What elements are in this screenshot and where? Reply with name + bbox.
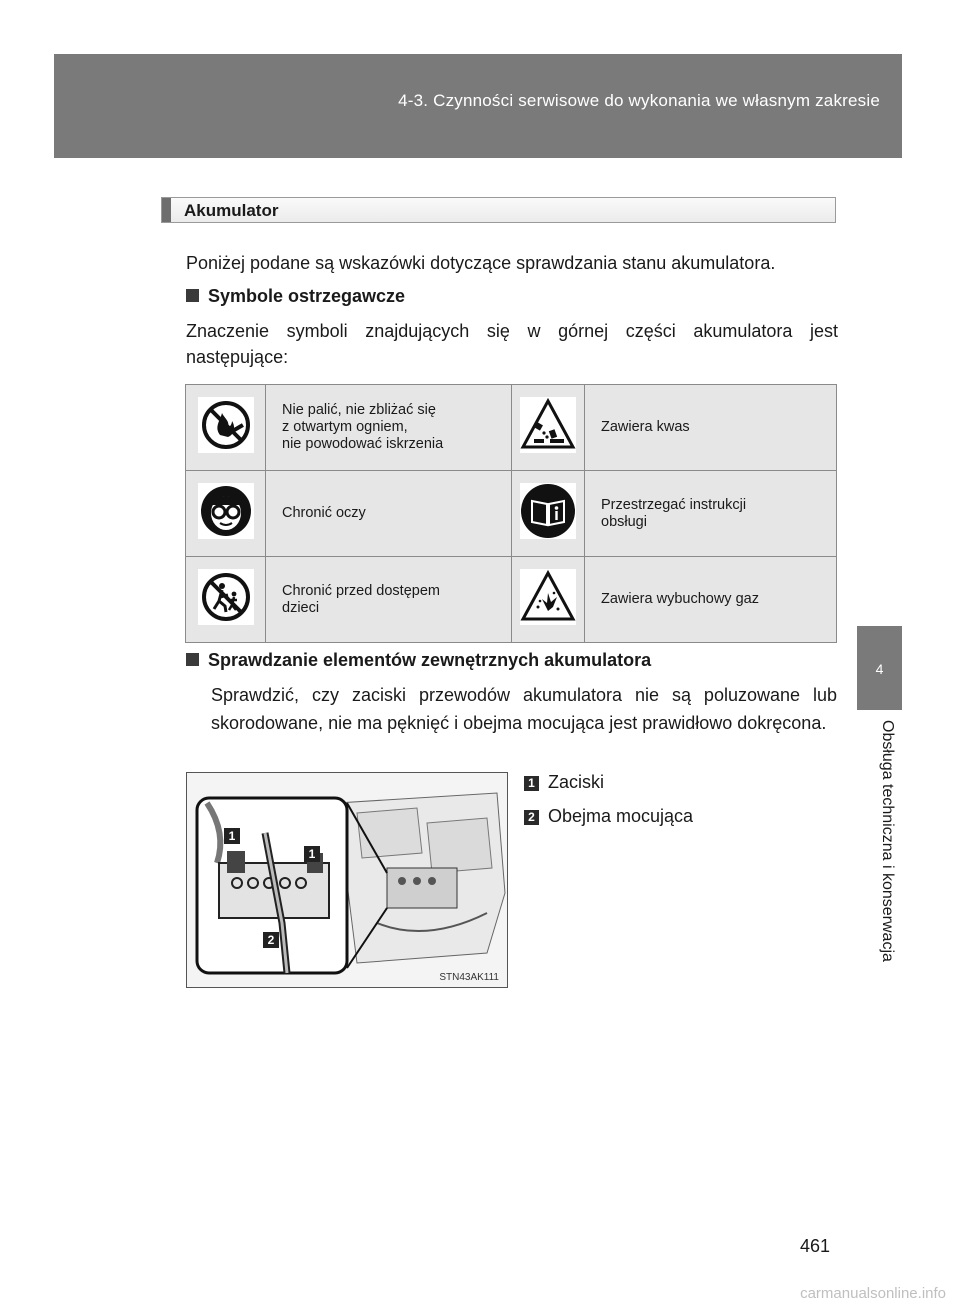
battery-figure — [186, 772, 508, 988]
symbol-label: Zawiera kwas — [585, 385, 837, 471]
warning-symbols-heading-text: Symbole ostrzegawcze — [208, 286, 406, 306]
callout-number: 2 — [267, 933, 275, 947]
callout-number: 1 — [308, 847, 316, 861]
header-section-title: 4-3. Czynności serwisowe do wykonania we własnym zakresie — [398, 91, 880, 110]
callout-number: 1 — [228, 829, 236, 843]
table-row — [186, 471, 837, 557]
legend-label: Zaciski — [548, 772, 605, 792]
battery-illustration — [187, 773, 507, 987]
intro-text: Poniżej podane są wskazówki dotyczące sprawdzania stanu akumulatora. — [186, 253, 776, 273]
warning-symbols-description: Znaczenie symboli znajdujących się w górnej części akumulatora jest następujące: — [186, 321, 838, 367]
watermark: carmanualsonline.info — [800, 1285, 946, 1302]
legend-number: 1 — [524, 776, 539, 791]
page-number: 461 — [800, 1236, 831, 1256]
symbol-label: Chronić przed dostępem dzieci — [266, 557, 512, 643]
bullet-square-icon — [186, 289, 199, 302]
symbol-label: Zawiera wybuchowy gaz — [585, 557, 837, 643]
symbol-cell — [512, 557, 585, 643]
manual-icon — [520, 483, 576, 539]
warning-symbols-table — [185, 384, 837, 643]
page-header — [54, 54, 902, 158]
symbol-label: Nie palić, nie zbliżać się z otwartym ogniem, nie powodować iskrzenia — [266, 385, 512, 471]
exterior-check-heading-text: Sprawdzanie elementów zewnętrznych akumulatora — [208, 650, 652, 670]
symbol-label: Chronić oczy — [266, 471, 512, 557]
figure-legend-item — [524, 772, 604, 793]
section-title-bar — [161, 197, 836, 223]
eye-protection-icon — [198, 483, 254, 539]
symbol-cell — [512, 471, 585, 557]
figure-code: STN43AK111 — [439, 972, 499, 983]
table-row — [186, 385, 837, 471]
symbol-label: Przestrzegać instrukcji obsługi — [585, 471, 837, 557]
exterior-check-heading — [186, 650, 651, 671]
bullet-square-icon — [186, 653, 199, 666]
section-bar-marker — [162, 198, 171, 222]
section-title: Akumulator — [184, 201, 279, 220]
symbol-cell — [186, 471, 266, 557]
no-fire-icon — [198, 397, 254, 453]
chapter-number: 4 — [875, 661, 884, 677]
symbol-cell — [512, 385, 585, 471]
symbol-cell — [186, 557, 266, 643]
symbol-cell — [186, 385, 266, 471]
chapter-label: Obsługa techniczna i konserwacja — [879, 720, 896, 962]
table-row — [186, 557, 837, 643]
chapter-tab — [857, 626, 902, 710]
figure-legend-item — [524, 806, 693, 827]
legend-number: 2 — [524, 810, 539, 825]
warning-symbols-heading — [186, 286, 405, 307]
exterior-check-body: Sprawdzić, czy zaciski przewodów akumulatora nie są poluzowane lub skorodowane, nie ma pęknięć i obejma mocująca jest prawidłowo dokręcona. — [211, 685, 837, 733]
explosive-gas-icon — [520, 569, 576, 625]
legend-label: Obejma mocująca — [548, 806, 694, 826]
acid-warning-icon — [520, 397, 576, 453]
keep-children-away-icon — [198, 569, 254, 625]
